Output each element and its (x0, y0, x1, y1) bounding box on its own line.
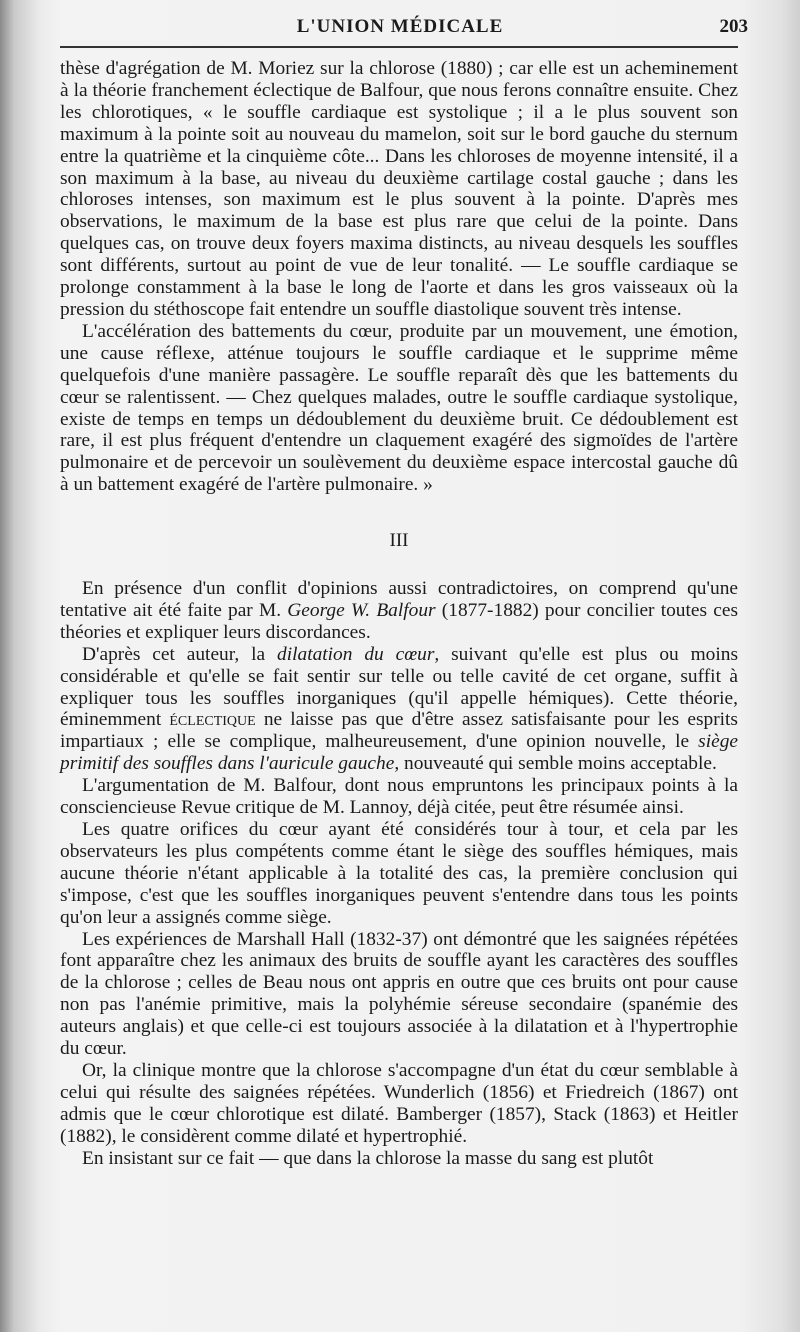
paragraph-8: Or, la clinique montre que la chlorose s'accompagne d'un état du cœur semblable à celui qui résulte des saignées répétées. Wunderlich (1856) et Friedreich (1867) ont admis que le cœur chlorotique est dilaté. Bamberger (1857), Stack (1863) et Heitler (1882), le considèrent comme dilaté et hypertrophié. (60, 1059, 738, 1147)
section-heading: III (389, 530, 409, 552)
page-number: 203 (719, 16, 748, 37)
author-name: George W. Balfour (287, 599, 436, 621)
running-title: L'UNION MÉDICALE (296, 16, 504, 37)
paragraph-3-text-a: En présence d'un conflit d'opinions aussi contradictoires, on comprend qu'une tentative ait été faite par M. (60, 578, 738, 621)
paragraph-5: L'argumentation de M. Balfour, dont nous empruntons les principaux points à la consciencieuse Revue critique de M. Lannoy, déjà citée, peut être résumée ainsi. (60, 775, 738, 819)
paragraph-4-text-a: D'après cet auteur, la (82, 643, 278, 665)
page-header (60, 12, 748, 46)
paragraph-9: En insistant sur ce fait — que dans la chlorose la masse du sang est plutôt (82, 1147, 654, 1169)
paragraph-1: thèse d'agrégation de M. Moriez sur la chlorose (1880) ; car elle est un acheminement à la théorie franchement éclectique de Balfour, que nous ferons connaître ensuite. Chez les chlorotiques, « le souffle cardiaque est systolique ; il a le plus souvent son maximum à la pointe soit au nouveau du mamelon, soit sur le bord gauche du sternum entre la quatrième et la cinquième côte... Dans les chloroses de moyenne intensité, il a son maximum à la base, au niveau du deuxième cartilage costal gauche ; dans les chloroses intenses, son maximum est le plus souvent à la pointe. D'après mes observations, le maximum de la base est plus rare que celui de la pointe. Dans quelques cas, on trouve deux foyers maxima distincts, au niveau desquels les souffles sont différents, surtout au point de vue de leur tonalité. — Le souffle cardiaque se prolonge constamment à la base le long de l'aorte et dans les gros vaisseaux où la pression du stéthoscope fait entendre un souffle diastolique souvent très intense. (60, 58, 738, 320)
paragraph-7: Les expériences de Marshall Hall (1832-37) ont démontré que les saignées répétées font apparaître chez les animaux des bruits de souffle ayant les caractères des souffles de la chlorose ; celles de Beau nous ont appris en outre que ces bruits ont pour cause non pas l'anémie primitive, mais la polyhémie séreuse secondaire (spanémie des auteurs anglais) et que celle-ci est toujours associée à la dilatation et à l'hypertrophie du cœur. (60, 928, 738, 1060)
header-rule (60, 46, 738, 48)
term-eclectique: éclectique (169, 709, 256, 731)
paragraph-4-text-b: , suivant qu'elle est plus ou moins considérable et qu'elle se fait sentir sur telle ou telle cavité de cet organe, suffit à expliquer tous les souffles inorganiques (qu'il appelle hémiques). Cette théorie, éminemment (60, 643, 739, 731)
article-body (60, 58, 738, 1170)
paragraph-6: Les quatre orifices du cœur ayant été considérés tour à tour, et cela par les observateurs les plus compétents comme étant le siège des souffles hémiques, mais aucune théorie n'étant applicable à la totalité des cas, la première conclusion qui s'impose, c'est que les souffles inorganiques peuvent s'entendre dans tous les points qu'on leur a assignés comme siège. (60, 819, 738, 928)
paragraph-3 (60, 578, 738, 644)
term-dilatation: dilatation du cœur (277, 643, 435, 665)
paragraph-4-text-c: ne laisse pas que d'être assez satisfaisante pour les esprits impartiaux ; elle se complique, malheureusement, d'une opinion nouvelle, le (60, 709, 738, 753)
paragraph-3-text-b: (1877-1882) pour concilier toutes ces théories et expliquer leurs discordances. (60, 599, 739, 643)
paragraph-2: L'accélération des battements du cœur, produite par un mouvement, une émotion, une cause réflexe, atténue toujours le souffle cardiaque et le supprime même quelquefois d'une manière passagère. Le souffle reparaît dès que les battements du cœur se ralentissent. — Chez quelques malades, outre le souffle cardiaque systolique, existe de temps en temps un dédoublement du deuxième bruit. Ce dédoublement est rare, il est plus fréquent d'entendre un claquement exagéré des sigmoïdes de l'artère pulmonaire et de percevoir un soulèvement du deuxième espace intercostal gauche dû à un battement exagéré de l'artère pulmonaire. » (60, 320, 738, 496)
term-siege-primitif: siège primitif des souffles dans l'auricule gauche (60, 731, 738, 775)
paragraph-4-text-d: , nouveauté qui semble moins acceptable. (394, 753, 717, 775)
paragraph-4 (60, 644, 738, 775)
